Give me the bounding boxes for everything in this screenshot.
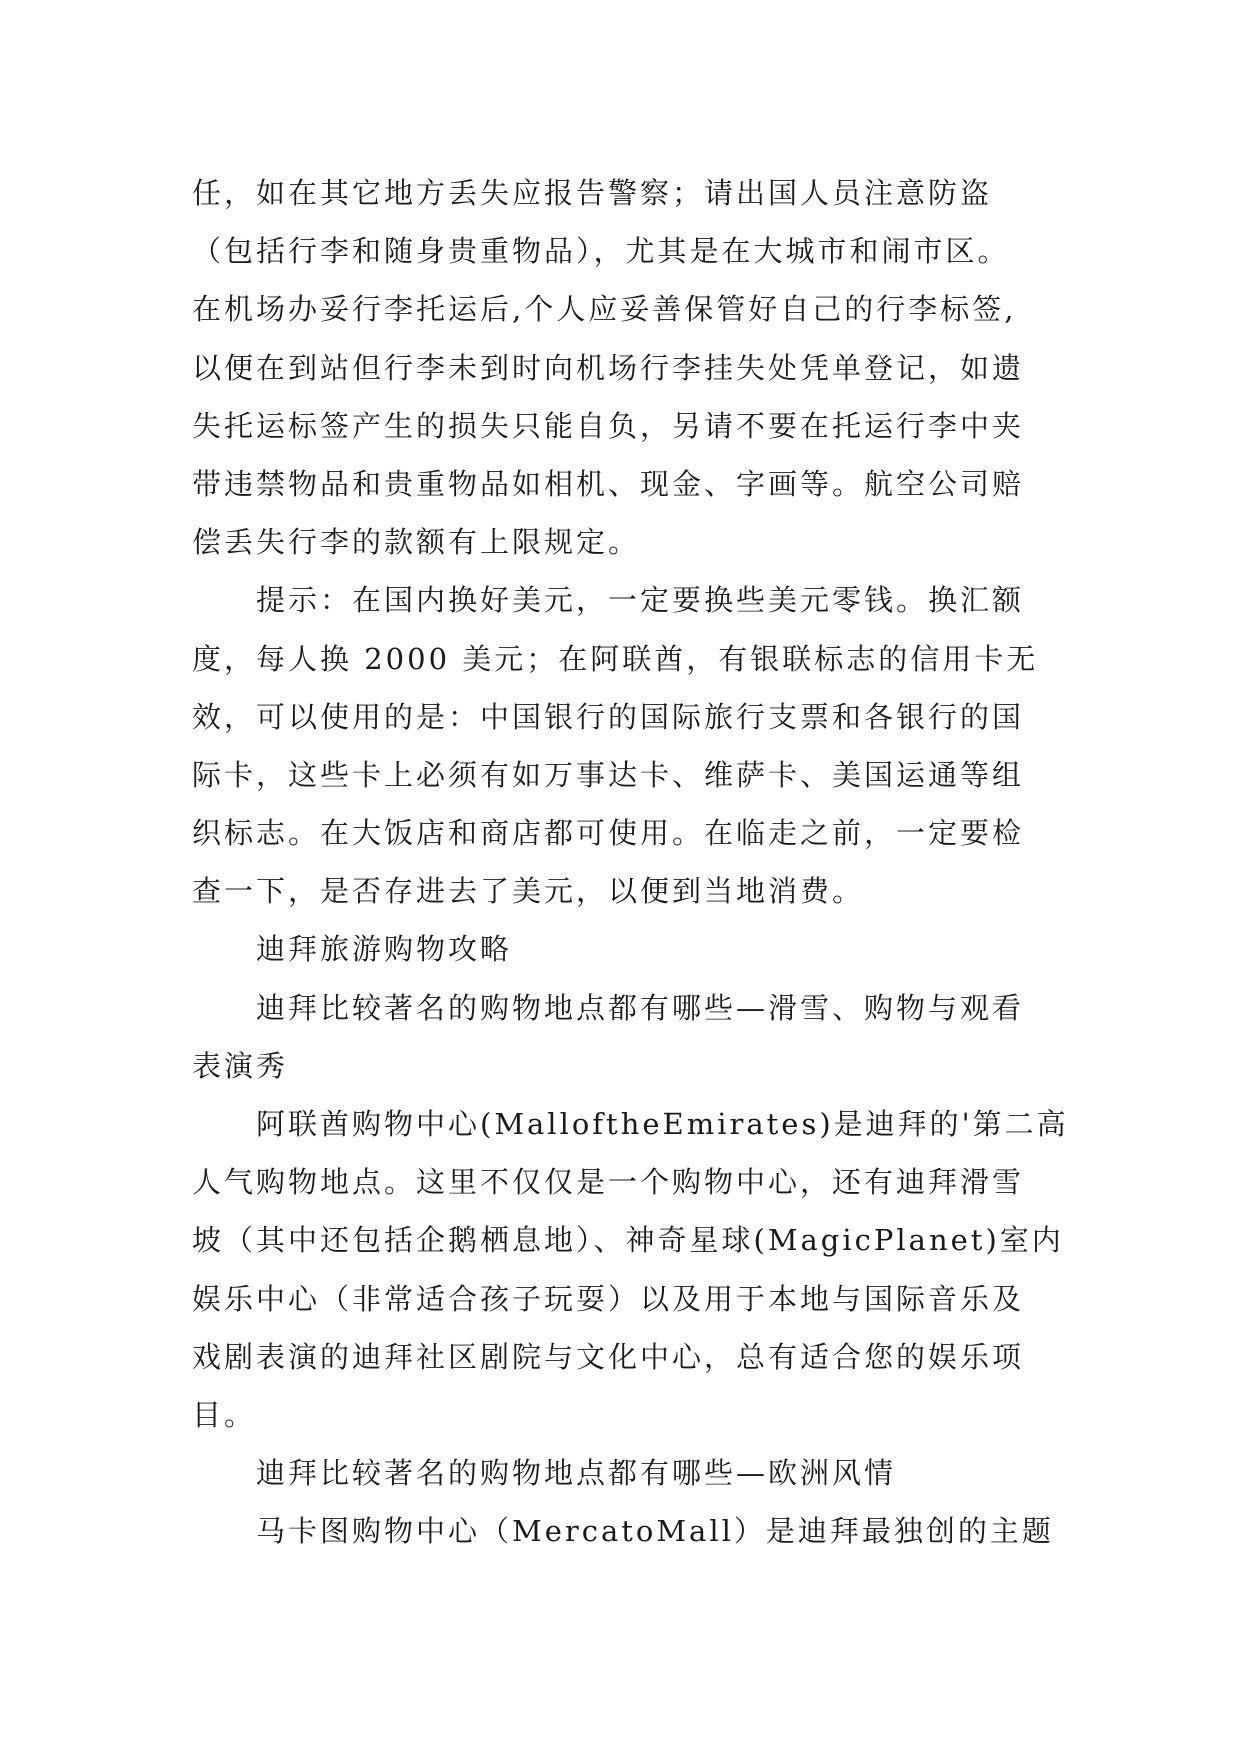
paragraph-first-line: 迪拜比较著名的购物地点都有哪些—欧洲风情 (256, 1456, 897, 1491)
text-line: 效，可以使用的是：中国银行的国际旅行支票和各银行的国 (192, 699, 1025, 734)
text-line: 织标志。在大饭店和商店都可使用。在临走之前，一定要检 (192, 816, 1025, 851)
text-line: 际卡，这些卡上必须有如万事达卡、维萨卡、美国运通等组 (192, 757, 1025, 792)
text-line: （包括行李和随身贵重物品），尤其是在大城市和闹市区。 (192, 234, 1010, 269)
text-line: 带违禁物品和贵重物品如相机、现金、字画等。航空公司赔 (192, 466, 1025, 501)
text-line: 坡（其中还包括企鹅栖息地）、神奇星球(MagicPlanet)室内 (192, 1223, 1064, 1258)
text-line: 失托运标签产生的损失只能自负，另请不要在托运行李中夹 (192, 408, 1025, 443)
text-line: 查一下，是否存进去了美元，以便到当地消费。 (192, 874, 865, 909)
text-line: 人气购物地点。这里不仅仅是一个购物中心，还有迪拜滑雪 (192, 1165, 1025, 1200)
text-line: 表演秀 (192, 1048, 289, 1083)
paragraph-first-line: 迪拜比较著名的购物地点都有哪些—滑雪、购物与观看 (256, 990, 1025, 1025)
text-line: 戏剧表演的迪拜社区剧院与文化中心，总有适合您的娱乐项 (192, 1339, 1025, 1374)
document-body (192, 164, 1092, 1561)
text-line: 度，每人换 2000 美元；在阿联酋，有银联标志的信用卡无 (192, 641, 1039, 676)
text-line: 偿丢失行李的款额有上限规定。 (192, 525, 641, 560)
paragraph-first-line: 迪拜旅游购物攻略 (256, 932, 513, 967)
text-line: 任，如在其它地方丢失应报告警察；请出国人员注意防盗 (192, 176, 993, 210)
text-line: 在机场办妥行李托运后,个人应妥善保管好自己的行李标签, (192, 292, 1017, 327)
paragraph-first-line: 马卡图购物中心（MercatoMall）是迪拜最独创的主题 (256, 1514, 1054, 1549)
text-line: 娱乐中心（非常适合孩子玩耍）以及用于本地与国际音乐及 (192, 1281, 1025, 1316)
text-line: 以便在到站但行李未到时向机场行李挂失处凭单登记，如遗 (192, 350, 1025, 385)
text-line: 目。 (192, 1397, 257, 1432)
paragraph-first-line: 阿联酋购物中心(MalloftheEmirates)是迪拜的'第二高 (256, 1107, 1069, 1141)
paragraph-first-line: 提示：在国内换好美元，一定要换些美元零钱。换汇额 (256, 583, 1025, 618)
